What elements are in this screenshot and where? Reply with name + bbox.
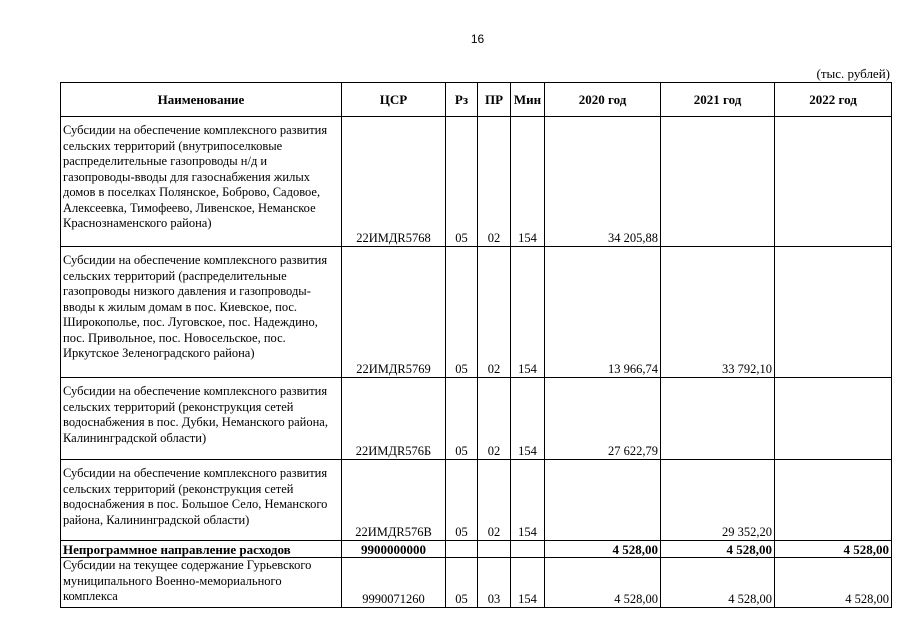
- row-min: 154: [511, 460, 545, 541]
- name-line: Широкополье, пос. Луговское, пос. Надеждино,: [63, 315, 318, 329]
- row-2020: 27 622,79: [545, 378, 661, 460]
- table-row: [61, 460, 892, 541]
- row-2022: [775, 460, 892, 541]
- name-line: муниципального Военно-мемориального: [63, 573, 282, 588]
- row-2022: [775, 247, 892, 378]
- row-rz: 05: [446, 460, 478, 541]
- row-csr: 9990071260: [342, 558, 446, 608]
- name-line: вводы к жилым домам в пос. Киевское, пос.: [63, 299, 298, 314]
- row-rz: 05: [446, 117, 478, 247]
- name-line: газопроводы низкого давления и газопроводы-: [63, 284, 311, 298]
- row-2020: 4 528,00: [545, 558, 661, 608]
- row-pr: 02: [478, 460, 511, 541]
- row-name: [61, 247, 342, 378]
- row-2021: 29 352,20: [661, 460, 775, 541]
- name-line: сельских территорий (внутрипоселковые: [63, 138, 283, 153]
- name-line: Субсидии на обеспечение комплексного развития: [63, 253, 328, 267]
- header-rz: Рз: [446, 83, 478, 117]
- row-2022: [775, 117, 892, 247]
- row-min: 154: [511, 117, 545, 247]
- nonprogram-csr: 9900000000: [342, 541, 446, 558]
- name-line: Краснознаменского района): [63, 216, 212, 230]
- row-name: [61, 117, 342, 247]
- header-pr: ПР: [478, 83, 511, 117]
- nonprogram-pr: [478, 541, 511, 558]
- row-2021: 33 792,10: [661, 247, 775, 378]
- name-line: комплекса: [63, 589, 118, 603]
- budget-table: [60, 82, 892, 608]
- row-rz: 05: [446, 247, 478, 378]
- name-line: Субсидии на текущее содержание Гурьевского: [63, 558, 312, 572]
- table-row: [61, 558, 892, 608]
- name-line: сельских территорий (реконструкция сетей: [63, 399, 294, 414]
- row-2020: [545, 460, 661, 541]
- name-line: сельских территорий (реконструкция сетей: [63, 481, 294, 496]
- page-number: 16: [470, 32, 485, 46]
- row-2021: [661, 117, 775, 247]
- nonprogram-min: [511, 541, 545, 558]
- name-line: Алексеевка, Тимофеево, Ливенское, Неманское: [63, 200, 316, 215]
- row-min: 154: [511, 247, 545, 378]
- header-name: Наименование: [61, 83, 342, 117]
- header-2020: 2020 год: [545, 83, 661, 117]
- nonprogram-2020: 4 528,00: [545, 541, 661, 558]
- header-csr: ЦСР: [342, 83, 446, 117]
- row-2021: [661, 378, 775, 460]
- row-name: [61, 558, 342, 608]
- row-2021: 4 528,00: [661, 558, 775, 608]
- row-min: 154: [511, 378, 545, 460]
- row-pr: 02: [478, 247, 511, 378]
- table-row: [61, 378, 892, 460]
- name-line: водоснабжения в пос. Большое Село, Неманского: [63, 497, 328, 511]
- nonprogram-row: [61, 541, 892, 558]
- row-csr: 22ИМДR576Б: [342, 378, 446, 460]
- name-line: Калининградской области): [63, 430, 207, 445]
- row-rz: 05: [446, 378, 478, 460]
- row-pr: 02: [478, 117, 511, 247]
- name-line: сельских территорий (распределительные: [63, 268, 287, 283]
- nonprogram-name: Непрограммное направление расходов: [61, 541, 342, 558]
- row-csr: 22ИМДR5768: [342, 117, 446, 247]
- row-csr: 22ИМДR5769: [342, 247, 446, 378]
- nonprogram-rz: [446, 541, 478, 558]
- row-pr: 02: [478, 378, 511, 460]
- name-line: газопроводы-вводы для газоснабжения жилых: [63, 169, 310, 184]
- row-name: [61, 460, 342, 541]
- row-pr: 03: [478, 558, 511, 608]
- units-label: (тыс. рублей): [816, 66, 890, 81]
- name-line: домов в поселках Полянское, Боброво, Садовое,: [63, 185, 321, 199]
- row-2020: 13 966,74: [545, 247, 661, 378]
- row-rz: 05: [446, 558, 478, 608]
- row-name: [61, 378, 342, 460]
- row-2020: 34 205,88: [545, 117, 661, 247]
- table-row: [61, 117, 892, 247]
- name-line: Субсидии на обеспечение комплексного развития: [63, 123, 328, 137]
- row-csr: 22ИМДR576В: [342, 460, 446, 541]
- row-2022: [775, 378, 892, 460]
- header-2021: 2021 год: [661, 83, 775, 117]
- header-row: [61, 83, 892, 117]
- header-2022: 2022 год: [775, 83, 892, 117]
- name-line: пос. Привольное, пос. Новосельское, пос.: [63, 330, 286, 345]
- name-line: Субсидии на обеспечение комплексного развития: [63, 384, 328, 398]
- name-line: водоснабжения в пос. Дубки, Неманского района,: [63, 415, 328, 429]
- name-line: Иркутское Зеленоградского района): [63, 346, 255, 360]
- name-line: распределительные газопроводы н/д и: [63, 154, 268, 168]
- nonprogram-2022: 4 528,00: [775, 541, 892, 558]
- row-2022: 4 528,00: [775, 558, 892, 608]
- nonprogram-2021: 4 528,00: [661, 541, 775, 558]
- name-line: Субсидии на обеспечение комплексного развития: [63, 466, 328, 480]
- name-line: района, Калининградской области): [63, 512, 250, 527]
- row-min: 154: [511, 558, 545, 608]
- table-row: [61, 247, 892, 378]
- header-min: Мин: [511, 83, 545, 117]
